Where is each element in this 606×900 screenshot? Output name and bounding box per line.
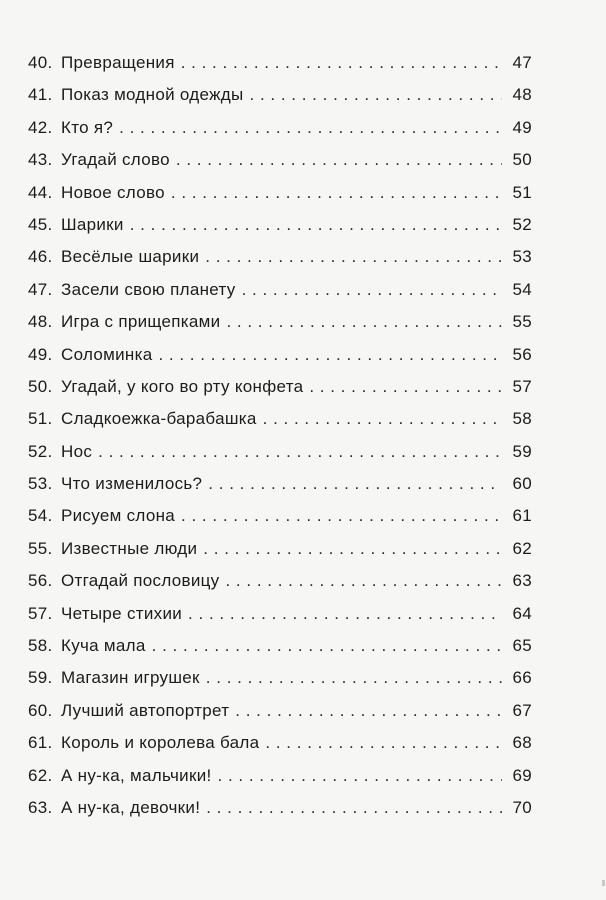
toc-entry	[28, 565, 532, 597]
toc-entry	[28, 112, 532, 144]
entry-page-number: 62	[512, 538, 532, 558]
entry-number: 62.	[28, 765, 53, 785]
entry-page-number: 56	[512, 344, 532, 364]
entry-title: Король и королева бала	[61, 733, 260, 753]
entry-title: Что изменилось?	[61, 474, 203, 494]
entry-title: Угадай, у кого во рту конфета	[61, 376, 304, 396]
entry-title: А ну-ка, девочки!	[61, 797, 201, 817]
entry-leader	[61, 112, 502, 144]
entry-page-number: 61	[512, 506, 532, 526]
toc-entry	[28, 662, 532, 694]
entry-title: Рисуем слона	[61, 506, 176, 526]
entry-page-number: 53	[512, 247, 532, 267]
entry-number: 57.	[28, 603, 53, 623]
dot-leader	[208, 468, 502, 500]
entry-number: 55.	[28, 538, 53, 558]
dot-leader	[250, 79, 503, 111]
dot-leader	[171, 177, 502, 209]
entry-number: 60.	[28, 700, 53, 720]
entry-page-number: 51	[512, 182, 532, 202]
entry-page-number: 70	[512, 797, 532, 817]
entry-page-number: 68	[512, 733, 532, 753]
toc-entry	[28, 209, 532, 241]
entry-page-number: 50	[512, 150, 532, 170]
entry-leader	[61, 500, 502, 532]
toc-entry	[28, 306, 532, 338]
dot-leader	[205, 241, 502, 273]
entry-number: 49.	[28, 344, 53, 364]
entry-number: 61.	[28, 733, 53, 753]
entry-page-number: 49	[512, 117, 532, 137]
toc-entry	[28, 760, 532, 792]
dot-leader	[206, 662, 502, 694]
entry-number: 43.	[28, 150, 53, 170]
entry-title: Лучший автопортрет	[61, 700, 230, 720]
entry-leader	[61, 274, 502, 306]
entry-number: 44.	[28, 182, 53, 202]
entry-page-number: 52	[512, 214, 532, 234]
entry-leader	[61, 79, 502, 111]
entry-leader	[61, 727, 502, 759]
toc-entry	[28, 533, 532, 565]
entry-leader	[61, 533, 502, 565]
dot-leader	[235, 695, 502, 727]
entry-leader	[61, 468, 502, 500]
toc-entry	[28, 436, 532, 468]
dot-leader	[119, 112, 502, 144]
entry-title: Соломинка	[61, 344, 153, 364]
toc-entry	[28, 500, 532, 532]
toc-entry	[28, 144, 532, 176]
dot-leader	[181, 47, 502, 79]
entry-title: Угадай слово	[61, 150, 170, 170]
entry-leader	[61, 565, 502, 597]
dot-leader	[218, 760, 502, 792]
entry-number: 46.	[28, 247, 53, 267]
dot-leader	[130, 209, 502, 241]
dot-leader	[206, 792, 502, 824]
dot-leader	[225, 565, 502, 597]
toc-entry	[28, 695, 532, 727]
toc-entry	[28, 339, 532, 371]
entry-title: Засели свою планету	[61, 279, 236, 299]
entry-title: Кто я?	[61, 117, 114, 137]
entry-number: 45.	[28, 214, 53, 234]
entry-title: Нос	[61, 441, 93, 461]
entry-page-number: 57	[512, 376, 532, 396]
entry-number: 40.	[28, 53, 53, 72]
entry-number: 52.	[28, 441, 53, 461]
entry-number: 51.	[28, 409, 53, 429]
entry-page-number: 63	[512, 571, 532, 591]
entry-title: Сладкоежка-барабашка	[61, 409, 257, 429]
entry-page-number: 58	[512, 409, 532, 429]
toc-entry	[28, 630, 532, 662]
dot-leader	[203, 533, 502, 565]
dot-leader	[176, 144, 502, 176]
entry-leader	[61, 209, 502, 241]
entry-number: 42.	[28, 117, 53, 137]
toc-entry	[28, 274, 532, 306]
entry-leader	[61, 177, 502, 209]
entry-page-number: 69	[512, 765, 532, 785]
entry-number: 41.	[28, 85, 53, 105]
dot-leader	[98, 436, 502, 468]
dot-leader	[265, 727, 502, 759]
entry-leader	[61, 630, 502, 662]
entry-leader	[61, 436, 502, 468]
entry-page-number: 54	[512, 279, 532, 299]
toc-entry	[28, 241, 532, 273]
dot-leader	[181, 500, 502, 532]
dot-leader	[242, 274, 502, 306]
entry-title: Известные люди	[61, 538, 198, 558]
entry-title: Превращения	[61, 53, 175, 72]
page-edge-mark	[602, 880, 605, 886]
toc-entry	[28, 598, 532, 630]
entry-page-number: 67	[512, 700, 532, 720]
entry-leader	[61, 792, 502, 824]
entry-title: Шарики	[61, 214, 124, 234]
entry-number: 50.	[28, 376, 53, 396]
entry-leader	[61, 144, 502, 176]
entry-leader	[61, 662, 502, 694]
entry-title: Показ модной одежды	[61, 85, 244, 105]
entry-leader	[61, 598, 502, 630]
entry-number: 63.	[28, 797, 53, 817]
entry-title: Игра с прищепками	[61, 312, 221, 332]
entry-leader	[61, 403, 502, 435]
entry-title: Отгадай пословицу	[61, 571, 220, 591]
entry-number: 54.	[28, 506, 53, 526]
dot-leader	[226, 306, 502, 338]
entry-number: 59.	[28, 668, 53, 688]
entry-title: Четыре стихии	[61, 603, 183, 623]
dot-leader	[158, 339, 502, 371]
table-of-contents	[28, 47, 532, 824]
entry-title: Магазин игрушек	[61, 668, 200, 688]
entry-number: 58.	[28, 636, 53, 656]
toc-entry	[28, 177, 532, 209]
entry-title: Весёлые шарики	[61, 247, 200, 267]
entry-page-number: 59	[512, 441, 532, 461]
entry-title: Куча мала	[61, 636, 146, 656]
entry-page-number: 65	[512, 636, 532, 656]
entry-number: 48.	[28, 312, 53, 332]
entry-leader	[61, 695, 502, 727]
dot-leader	[188, 598, 502, 630]
entry-leader	[61, 760, 502, 792]
toc-entry	[28, 468, 532, 500]
entry-title: А ну-ка, мальчики!	[61, 765, 212, 785]
toc-entry	[28, 371, 532, 403]
entry-page-number: 47	[512, 53, 532, 72]
toc-entry	[28, 79, 532, 111]
dot-leader	[309, 371, 502, 403]
entry-number: 47.	[28, 279, 53, 299]
entry-leader	[61, 371, 502, 403]
entry-number: 53.	[28, 474, 53, 494]
entry-page-number: 48	[512, 85, 532, 105]
toc-entry	[28, 47, 532, 79]
toc-entry	[28, 727, 532, 759]
entry-leader	[61, 339, 502, 371]
entry-page-number: 60	[512, 474, 532, 494]
entry-page-number: 66	[512, 668, 532, 688]
entry-leader	[61, 47, 502, 79]
entry-leader	[61, 241, 502, 273]
toc-entry	[28, 403, 532, 435]
dot-leader	[152, 630, 502, 662]
entry-number: 56.	[28, 571, 53, 591]
toc-entry	[28, 792, 532, 824]
entry-leader	[61, 306, 502, 338]
entry-page-number: 55	[512, 312, 532, 332]
entry-page-number: 64	[512, 603, 532, 623]
entry-title: Новое слово	[61, 182, 165, 202]
dot-leader	[263, 403, 502, 435]
